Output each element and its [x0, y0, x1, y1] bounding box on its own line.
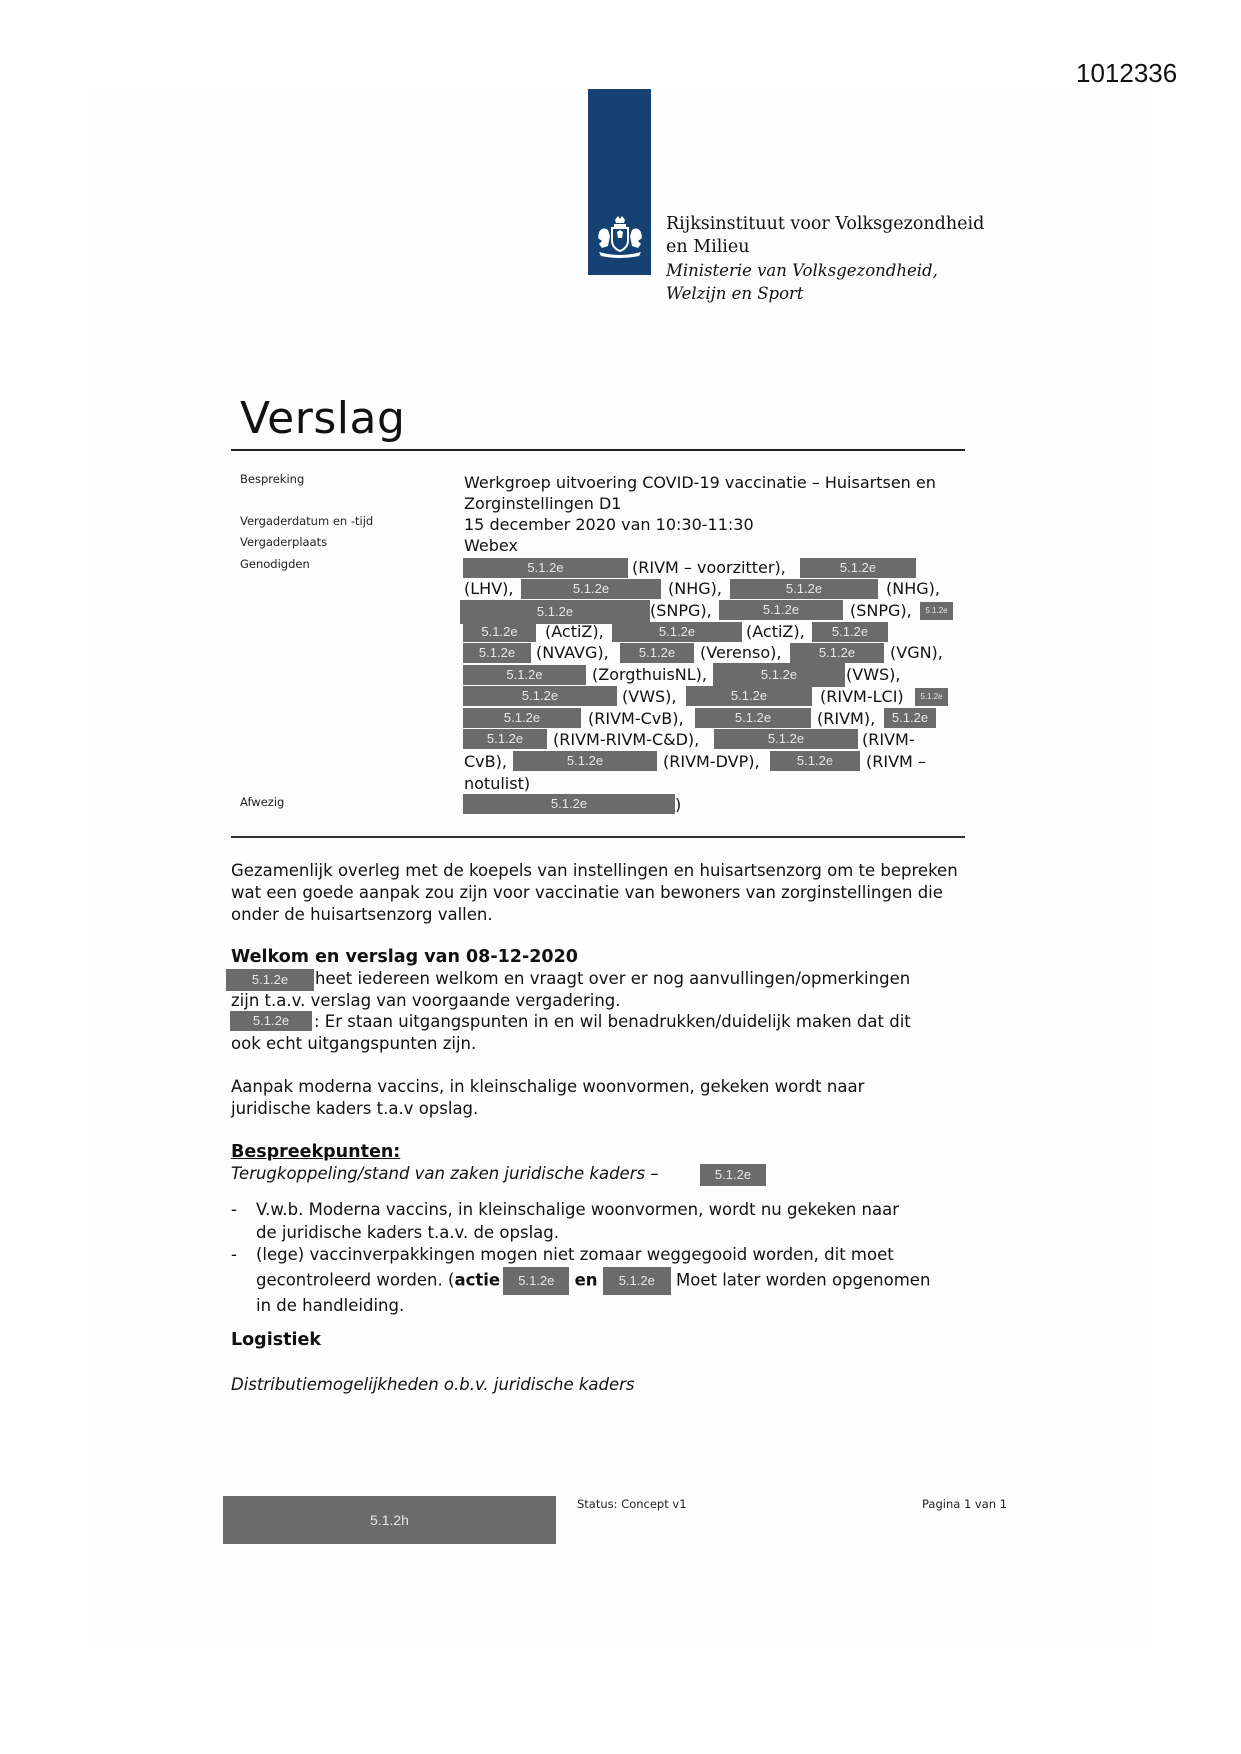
bullet-dash: -: [231, 1245, 237, 1264]
org-rivm-cd: (RIVM-RIVM-C&D),: [553, 730, 700, 749]
org-rivm-notulist-part2: notulist): [464, 774, 531, 793]
vergaderplaats-label: Vergaderplaats: [240, 535, 328, 549]
redaction-box: 5.1.2e: [620, 643, 694, 663]
redaction-box: 5.1.2e: [770, 751, 860, 771]
terugkoppeling-subheading: Terugkoppeling/stand van zaken juridische kaders –: [231, 1164, 659, 1183]
bespreking-value: [464, 472, 964, 514]
redaction-box: 5.1.2e: [463, 558, 628, 578]
redaction-box: 5.1.2e: [226, 969, 314, 991]
redaction-box: 5.1.2e: [513, 751, 657, 771]
redaction-box: 5.1.2e: [686, 686, 812, 706]
redaction-box: 5.1.2e: [884, 708, 936, 728]
org-lhv: (LHV),: [464, 579, 514, 598]
title-divider: [231, 449, 965, 451]
org-zorgthuisnl: (ZorgthuisNL),: [592, 665, 707, 684]
redaction-box: 5.1.2e: [800, 558, 916, 578]
bespreking-label: Bespreking: [240, 472, 305, 486]
redaction-box: 5.1.2e: [713, 663, 845, 687]
bespreking-line2: Zorginstellingen D1: [464, 494, 622, 513]
aanpak-line1: Aanpak moderna vaccins, in kleinschalige woonvormen, gekeken wordt naar: [231, 1077, 865, 1096]
welkom-line4: ook echt uitgangspunten zijn.: [231, 1034, 477, 1053]
vergaderplaats-value: Webex: [464, 536, 518, 555]
redaction-box: 5.1.2e: [463, 622, 536, 642]
org-vgn: (VGN),: [890, 643, 943, 662]
bullet-line: de juridische kaders t.a.v. de opslag.: [256, 1222, 559, 1242]
org-rivm-voorzitter: (RIVM – voorzitter),: [632, 558, 786, 577]
org-snpg: (SNPG),: [650, 601, 712, 620]
redaction-box: 5.1.2e: [460, 600, 650, 624]
bullet-item: [231, 1199, 991, 1245]
org-rivm-lci: (RIVM-LCI): [820, 687, 904, 706]
redaction-box: 5.1.2e: [463, 708, 581, 728]
welkom-heading: Welkom en verslag van 08-12-2020: [231, 947, 578, 967]
logistiek-heading: Logistiek: [231, 1330, 321, 1350]
document-number: 1012336: [1076, 58, 1178, 88]
bullet-text-fragment: Moet later worden opgenomen: [676, 1270, 931, 1289]
org-rivm-cvb-part1: (RIVM-: [862, 730, 915, 749]
org-snpg: (SNPG),: [850, 601, 912, 620]
org-vws: (VWS),: [846, 665, 901, 684]
org-name-line1: Rijksinstituut voor Volksgezondheid: [666, 214, 985, 234]
org-rivm-notulist-part1: (RIVM –: [866, 752, 926, 771]
redaction-box: 5.1.2e: [463, 643, 531, 663]
bullet-text-fragment: gecontroleerd worden. (: [256, 1270, 455, 1289]
ministry-name-line2: Welzijn en Sport: [666, 284, 804, 303]
redaction-box: 5.1.2e: [812, 622, 888, 642]
bullet-text: [256, 1244, 996, 1317]
genodigden-label: Genodigden: [240, 557, 310, 571]
welkom-line2: zijn t.a.v. verslag van voorgaande vergadering.: [231, 991, 621, 1010]
redaction-box: 5.1.2e: [612, 622, 742, 642]
bullet-line: in de handleiding.: [256, 1295, 405, 1315]
afwezig-label: Afwezig: [240, 795, 285, 809]
welkom-line3: : Er staan uitgangspunten in en wil benadrukken/duidelijk maken dat dit: [314, 1012, 911, 1031]
bullet-text: [256, 1199, 996, 1244]
en-label: en: [574, 1270, 598, 1289]
vergaderdatum-label: Vergaderdatum en -tijd: [240, 514, 374, 528]
distributie-subheading: Distributiemogelijkheden o.b.v. juridische kaders: [231, 1375, 635, 1394]
redaction-box: 5.1.2e: [463, 665, 586, 685]
org-actiz: (ActiZ),: [545, 622, 604, 641]
bullet-line: (lege) vaccinverpakkingen mogen niet zomaar weggegooid worden, dit moet: [256, 1245, 894, 1264]
organization-name: [666, 213, 984, 305]
ministry-name-line1: Ministerie van Volksgezondheid,: [666, 261, 938, 280]
page-number: Pagina 1 van 1: [922, 1497, 1008, 1511]
bullet-item: [231, 1244, 991, 1314]
welkom-line1: heet iedereen welkom en vraagt over er nog aanvullingen/opmerkingen: [315, 969, 911, 988]
org-verenso: (Verenso),: [700, 643, 782, 662]
org-nhg: (NHG),: [886, 579, 940, 598]
document-title: Verslag: [240, 393, 406, 444]
redaction-box: 5.1.2e: [920, 602, 953, 620]
org-vws: (VWS),: [622, 687, 677, 706]
vergaderdatum-value: 15 december 2020 van 10:30-11:30: [464, 515, 754, 534]
actie-label: actie: [454, 1270, 501, 1289]
redaction-box: 5.1.2e: [719, 600, 843, 620]
bespreekpunten-heading: Bespreekpunten:: [231, 1142, 401, 1162]
redaction-box: 5.1.2e: [521, 579, 661, 599]
redaction-box: 5.1.2e: [463, 729, 547, 749]
redaction-box: 5.1.2e: [700, 1164, 766, 1186]
org-rivm-cvb-part2: CvB),: [464, 752, 507, 771]
redaction-box: 5.1.2e: [695, 708, 811, 728]
bullet-line-with-actions: [256, 1267, 996, 1295]
status-label: Status: Concept v1: [577, 1497, 687, 1511]
bullet-dash: -: [231, 1200, 237, 1219]
bespreking-line1: Werkgroep uitvoering COVID-19 vaccinatie – Huisartsen en: [464, 473, 936, 492]
redaction-box: 5.1.2e: [503, 1267, 569, 1295]
org-actiz: (ActiZ),: [746, 622, 805, 641]
redaction-box: 5.1.2e: [730, 579, 878, 599]
afwezig-redaction-box: 5.1.2e: [463, 794, 675, 814]
rijksoverheid-logo-bar: [588, 89, 651, 275]
org-rivm: (RIVM),: [817, 709, 876, 728]
org-name-line2: en Milieu: [666, 237, 750, 257]
redaction-box: 5.1.2e: [915, 688, 948, 706]
footer-redaction-box: 5.1.2h: [223, 1496, 556, 1544]
redaction-box: 5.1.2e: [714, 729, 858, 749]
org-nvavg: (NVAVG),: [536, 643, 609, 662]
redaction-box: 5.1.2e: [603, 1267, 671, 1295]
org-nhg: (NHG),: [668, 579, 722, 598]
afwezig-suffix: ): [675, 795, 682, 814]
intro-paragraph: Gezamenlijk overleg met de koepels van instellingen en huisartsenzorg om te bepreken wat een goede aanpak zou zijn voor vaccinatie van bewoners van zorginstellingen die onder de huisartsenzorg vallen.: [231, 861, 958, 924]
aanpak-line2: juridische kaders t.a.v opslag.: [231, 1099, 479, 1118]
redaction-box: 5.1.2e: [463, 686, 617, 706]
org-rivm-dvp: (RIVM-DVP),: [663, 752, 760, 771]
header-bottom-divider: [231, 836, 965, 838]
redaction-box: 5.1.2e: [230, 1011, 312, 1031]
bullet-line: V.w.b. Moderna vaccins, in kleinschalige woonvormen, wordt nu gekeken naar: [256, 1200, 900, 1219]
org-rivm-cvb: (RIVM-CvB),: [588, 709, 684, 728]
redaction-box: 5.1.2e: [790, 643, 884, 663]
royal-crest-icon: [593, 214, 647, 260]
